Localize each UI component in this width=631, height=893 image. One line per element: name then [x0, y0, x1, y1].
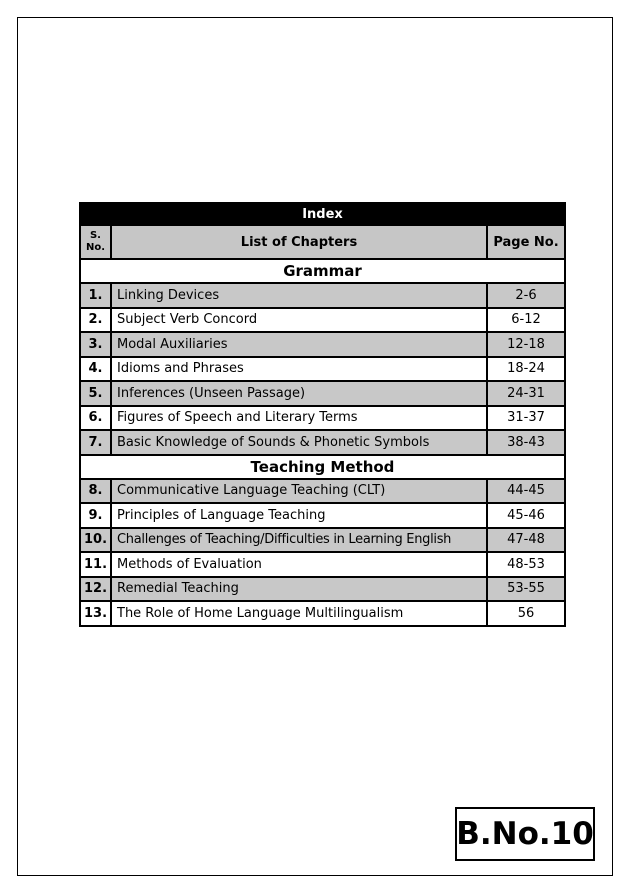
chapter-number: 4. [80, 357, 111, 382]
chapter-number: 12. [80, 577, 111, 602]
chapter-title: Idioms and Phrases [111, 357, 487, 382]
chapter-number: 13. [80, 601, 111, 626]
chapter-number: 1. [80, 283, 111, 308]
index-table [79, 202, 566, 627]
chapter-title: Communicative Language Teaching (CLT) [111, 479, 487, 504]
chapter-pages: 24-31 [487, 381, 565, 406]
book-number: B.No.10 [456, 816, 594, 852]
table-row [80, 332, 565, 357]
chapter-pages: 6-12 [487, 308, 565, 333]
chapter-number: 2. [80, 308, 111, 333]
chapter-pages: 48-53 [487, 552, 565, 577]
chapter-number: 3. [80, 332, 111, 357]
chapter-number: 6. [80, 406, 111, 431]
sno-header-line1: S. [89, 230, 101, 241]
chapter-pages: 38-43 [487, 430, 565, 455]
table-row [80, 381, 565, 406]
chapter-number: 8. [80, 479, 111, 504]
section-heading-row [80, 259, 565, 283]
chapter-number: 9. [80, 503, 111, 528]
sno-header [80, 225, 111, 259]
table-row [80, 406, 565, 431]
table-row [80, 577, 565, 602]
chapters-header: List of Chapters [111, 225, 487, 259]
chapter-pages: 2-6 [487, 283, 565, 308]
table-row [80, 601, 565, 626]
chapter-title: Methods of Evaluation [111, 552, 487, 577]
chapter-title: Challenges of Teaching/Difficulties in Learning English [111, 528, 487, 553]
chapter-title: Remedial Teaching [111, 577, 487, 602]
header-row [80, 225, 565, 259]
chapter-number: 7. [80, 430, 111, 455]
book-number-box [455, 807, 595, 861]
chapter-title: Modal Auxiliaries [111, 332, 487, 357]
chapter-number: 5. [80, 381, 111, 406]
table-row [80, 430, 565, 455]
chapter-pages: 18-24 [487, 357, 565, 382]
chapter-number: 10. [80, 528, 111, 553]
index-title: Index [80, 203, 565, 225]
chapter-title: Basic Knowledge of Sounds & Phonetic Symbols [111, 430, 487, 455]
chapter-pages: 45-46 [487, 503, 565, 528]
sno-header-line2: No. [85, 242, 106, 253]
chapter-number: 11. [80, 552, 111, 577]
table-row [80, 283, 565, 308]
chapter-title: Principles of Language Teaching [111, 503, 487, 528]
table-row [80, 552, 565, 577]
chapter-title: The Role of Home Language Multilingualism [111, 601, 487, 626]
chapter-title: Linking Devices [111, 283, 487, 308]
chapter-title: Inferences (Unseen Passage) [111, 381, 487, 406]
section-heading-row [80, 455, 565, 479]
chapter-pages: 31-37 [487, 406, 565, 431]
section-teaching-method: Teaching Method [80, 455, 565, 479]
table-row [80, 479, 565, 504]
table-row [80, 308, 565, 333]
chapter-pages: 56 [487, 601, 565, 626]
page-header: Page No. [487, 225, 565, 259]
table-row [80, 503, 565, 528]
section-grammar: Grammar [80, 259, 565, 283]
chapter-title: Subject Verb Concord [111, 308, 487, 333]
index-title-row [80, 203, 565, 225]
chapter-title: Figures of Speech and Literary Terms [111, 406, 487, 431]
chapter-pages: 53-55 [487, 577, 565, 602]
chapter-pages: 12-18 [487, 332, 565, 357]
chapter-pages: 44-45 [487, 479, 565, 504]
chapter-pages: 47-48 [487, 528, 565, 553]
table-row [80, 528, 565, 553]
table-row [80, 357, 565, 382]
